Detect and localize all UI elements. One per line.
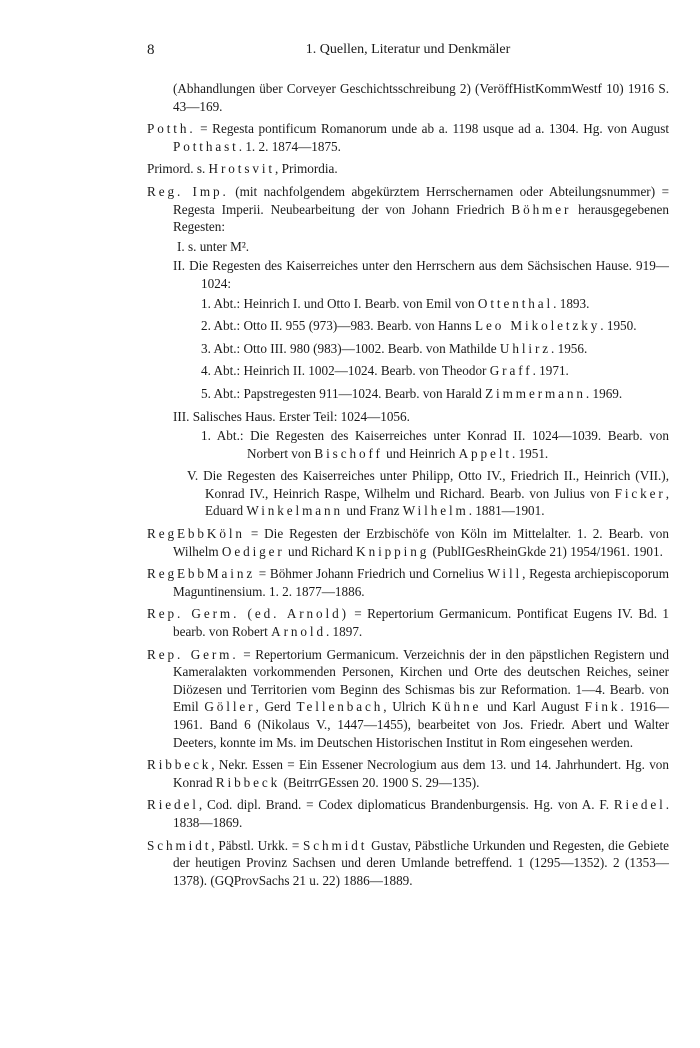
entry-tail: . 1951. xyxy=(511,445,549,461)
author-name: Knipping xyxy=(356,543,430,559)
author-name: Zimmermann xyxy=(485,385,586,401)
reg-imp-ii-abt-3 xyxy=(147,340,669,358)
entry-tail: , Regesta archiepiscoporum Maguntinensium. 1. 2. 1877—1886. xyxy=(173,566,670,599)
author-name: Tellenbach xyxy=(296,699,384,715)
entry-text: = Repertorium Germanicum. Verzeichnis der in den päpstlichen Registern und Kameralakten vorkommenden Personen, Kirchen und Orte des deutschen Reiches, seiner Diözesen und Territorien vom Beginn des Schismas bis zur Reformation. 1—4. Bearb. von Emil xyxy=(173,646,669,715)
entry-potth xyxy=(147,120,669,155)
entry-tail: , Primordia. xyxy=(275,161,338,177)
entry-text: Primord. s. xyxy=(147,161,209,177)
bibliography-list xyxy=(147,80,669,889)
entry-text: 2. Abt.: Otto II. 955 (973)—983. Bearb. von Hanns xyxy=(201,318,475,334)
entry-rep-germ xyxy=(147,646,669,752)
entry-text: 5. Abt.: Papstregesten 911—1024. Bearb. von Harald xyxy=(201,385,486,401)
page-number: 8 xyxy=(147,42,155,58)
entry-key: RegEbbKöln xyxy=(147,526,245,542)
reg-imp-ii-abt-2 xyxy=(147,317,669,335)
author-name: Oediger xyxy=(221,543,285,559)
author-name: Böhmer xyxy=(269,566,313,582)
entry-text: V. Die Regesten des Kaiserreiches unter Philipp, Otto IV., Friedrich II., Heinrich (VII.), Konrad IV., Heinrich Raspe, Wilhelm und Richard. Bearb. von Julius von xyxy=(187,468,669,501)
entry-riedel xyxy=(147,796,669,831)
entry-ribbeck xyxy=(147,756,669,791)
entry-mid: , Gerd xyxy=(255,699,297,715)
author-name: Potthast xyxy=(173,138,239,154)
entry-text: , Nekr. Essen = Ein Essener Necrologium aus dem 13. und 14. Jahrhundert. Hg. von Konrad xyxy=(173,757,669,790)
author-name: Appelt xyxy=(458,445,512,461)
author-name: Kühne xyxy=(431,699,482,715)
author-name: Leo Mikoletzky xyxy=(474,318,601,334)
entry-key: Riedel xyxy=(147,797,199,813)
author-name: Fink xyxy=(584,699,621,715)
entry-key: Reg. Imp. xyxy=(147,183,229,199)
entry-text: (mit nachfolgendem abgekürztem Herrschernamen oder Abteilungsnummer) = Regesta Imperii. Neubearbeitung der von Johann Friedrich xyxy=(173,183,670,217)
author-name: Graff xyxy=(489,363,533,379)
entry-text: = Regesta pontificum Romanorum unde ab a. 1198 usque ad a. 1304. Hg. von August xyxy=(195,121,669,137)
author-name: Göller xyxy=(204,699,256,715)
reg-imp-ii-abt-4 xyxy=(147,362,669,380)
entry-tail: Gustav, Päbstliche Urkunden und Regesten, die Gebiete der heutigen Provinz Sachsen und deren Umlande betreffend. 1 (1295—1352). 2 (1353—1378). (GQProvSachs 21 u. 22) 1886—1889. xyxy=(173,837,669,888)
entry-tail: (BeitrrGEssen 20. 1900 S. 29—135). xyxy=(280,774,480,790)
entry-text: 1. Abt.: Die Regesten des Kaiserreiches unter Konrad II. 1024—1039. Bearb. von Norbert von xyxy=(201,428,669,461)
entry-tail: . 1916—1961. Band 6 (Nikolaus V., 1447—1455), bearbeitet von Jos. Friedr. Abert und Walter Deeters, konnte im Ms. im Deutschen Historischen Institut in Rom eingesehen werden. xyxy=(173,699,669,750)
entry-tail: . 1971. xyxy=(532,363,569,379)
entry-key: Rep. Germ. (ed. Arnold) xyxy=(147,606,349,622)
entry-schmidt xyxy=(147,837,669,890)
entry-key: Potth. xyxy=(147,121,196,137)
entry-mid: und Franz xyxy=(343,503,403,519)
reg-imp-part-ii xyxy=(147,257,669,292)
author-name: Will xyxy=(487,566,523,582)
entry-primord xyxy=(147,160,669,178)
running-title: 1. Quellen, Literatur und Denkmäler xyxy=(305,42,511,57)
entry-tail: . 1956. xyxy=(551,340,588,356)
entry-text: = Die Regesten der Erzbischöfe von Köln im Mittelalter. 1. 2. Bearb. von Wilhelm xyxy=(173,526,669,559)
author-name: Winkelmann xyxy=(246,503,344,519)
author-name: Ribbeck xyxy=(215,774,281,790)
entry-mid: , Eduard xyxy=(205,485,669,519)
reg-imp-part-v xyxy=(147,467,669,520)
entry-tail: . 1. 2. 1874—1875. xyxy=(238,138,341,154)
entry-text: I. s. unter M². xyxy=(177,238,250,254)
reg-imp-ii-abt-5 xyxy=(147,385,669,403)
entry-key: Rep. Germ. xyxy=(147,646,239,662)
entry-reg-imp xyxy=(147,183,669,236)
entry-tail: . 1950. xyxy=(600,318,637,334)
entry-mid: und Richard xyxy=(284,543,357,559)
entry-tail: . 1969. xyxy=(585,385,623,401)
entry-text: = Repertorium Germanicum. Pontificat Eugens IV. Bd. 1 bearb. von Robert xyxy=(173,606,669,640)
entry-key: Ribbeck xyxy=(147,757,212,773)
entry-rep-germ-arnold xyxy=(147,605,669,640)
entry-tail: . 1897. xyxy=(325,624,363,640)
author-name: Uhlirz xyxy=(499,340,552,356)
author-name: Wilhelm xyxy=(402,503,469,519)
author-name: Riedel xyxy=(613,797,666,813)
entry-corvey-continuation xyxy=(147,80,669,115)
author-name: Bischoff xyxy=(314,445,383,461)
author-name: Ficker xyxy=(614,485,666,501)
entry-text: 4. Abt.: Heinrich II. 1002—1024. Bearb. von Theodor xyxy=(201,363,490,379)
entry-mid: und Karl August xyxy=(481,699,585,715)
entry-mid: , Ulrich xyxy=(383,699,432,715)
entry-text: II. Die Regesten des Kaiserreiches unter den Herrschern aus dem Sächsischen Hause. 919—1024: xyxy=(173,258,669,291)
entry-text: III. Salisches Haus. Erster Teil: 1024—1056. xyxy=(173,408,410,424)
entry-key: RegEbbMainz xyxy=(147,566,256,582)
entry-tail: . 1838—1869. xyxy=(173,797,669,830)
entry-tail: herausgegebenen Regesten: xyxy=(173,201,669,235)
author-name: Schmidt xyxy=(303,837,368,853)
entry-tail: . 1881—1901. xyxy=(468,503,545,519)
entry-text: 1. Abt.: Heinrich I. und Otto I. Bearb. von Emil von xyxy=(201,295,478,311)
entry-text: 3. Abt.: Otto III. 980 (983)—1002. Bearb. von Mathilde xyxy=(201,340,500,356)
entry-regebb-mainz xyxy=(147,565,669,600)
entry-tail: . 1893. xyxy=(553,295,590,311)
entry-tail: (PublIGesRheinGkde 21) 1954/1961. 1901. xyxy=(429,543,663,559)
entry-text: , Päbstl. Urkk. = xyxy=(211,837,304,853)
entry-regebb-koeln xyxy=(147,525,669,560)
author-name: Hrotsvit xyxy=(208,161,276,177)
entry-text: (Abhandlungen über Corveyer Geschichtsschreibung 2) (VeröffHistKommWestf 10) 1916 S. 43—169. xyxy=(173,81,669,114)
book-page xyxy=(147,42,669,894)
reg-imp-ii-abt-1 xyxy=(147,295,669,313)
author-name: Böhmer xyxy=(511,201,572,217)
entry-text: , Cod. dipl. Brand. = Codex diplomaticus Brandenburgensis. Hg. von A. F. xyxy=(198,797,614,813)
author-name: Arnold xyxy=(271,624,326,640)
reg-imp-part-iii xyxy=(147,408,669,426)
entry-mid: Johann Friedrich und Cornelius xyxy=(312,566,488,582)
reg-imp-iii-abt-1 xyxy=(147,427,669,462)
entry-key: Schmidt xyxy=(147,837,212,853)
reg-imp-part-i xyxy=(147,238,669,256)
page-header xyxy=(147,42,669,62)
entry-text: = xyxy=(255,566,270,582)
entry-mid: und Heinrich xyxy=(382,445,459,461)
author-name: Ottenthal xyxy=(477,295,554,311)
